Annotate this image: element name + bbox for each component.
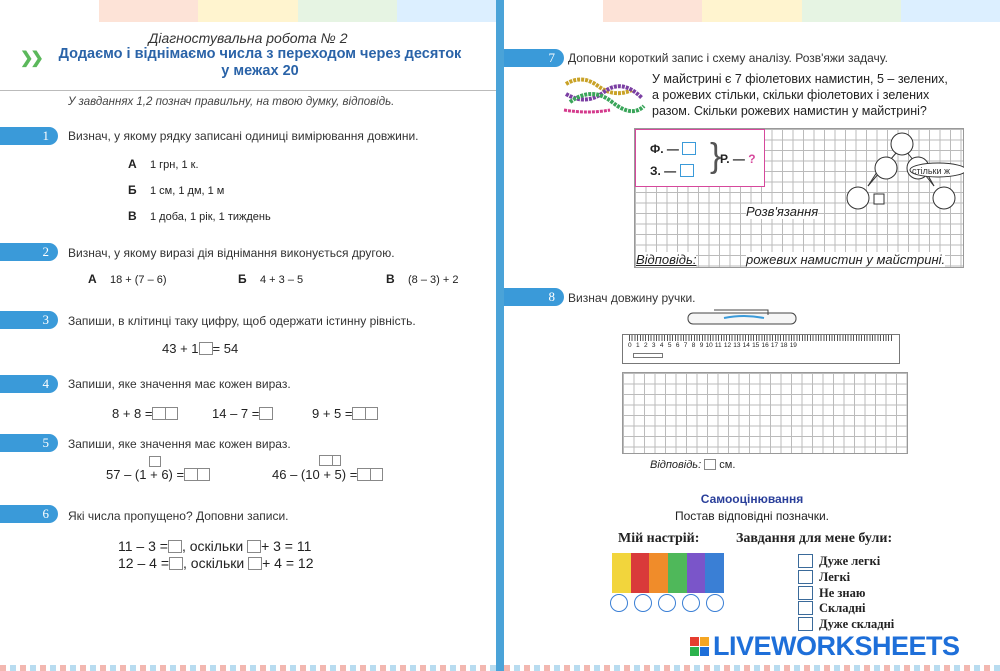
task-8-badge: 8 <box>504 288 564 306</box>
task-4-answer-3[interactable] <box>352 407 378 420</box>
mood-circle-3[interactable] <box>658 594 676 612</box>
logo-icon <box>690 637 709 656</box>
task-3-text: Запиши, в клітинці таку цифру, щоб одержати істинну рівність. <box>68 314 416 328</box>
tasks-label: Завдання для мене були: <box>736 531 893 546</box>
mood-label: Мій настрій: <box>618 531 700 546</box>
top-color-bar <box>504 0 1000 22</box>
task-6-row-2: 12 – 4 = , оскільки + 4 = 12 <box>118 555 314 571</box>
task-3-equation: 43 + 1 = 54 <box>162 341 239 356</box>
task-7-problem: У майстрині є 7 фіолетових намистин, 5 – зелених, а рожевих стільки, скільки фіолетових і зелених разом. Скільки рожевих намистин у майстрині? <box>652 72 948 118</box>
top-color-bar <box>0 0 496 22</box>
checkbox[interactable] <box>798 617 813 631</box>
pen-image <box>684 306 804 330</box>
task-4-answer-1[interactable] <box>152 407 178 420</box>
right-page <box>504 0 1000 671</box>
task-2-option-b[interactable]: Б 4 + 3 – 5 <box>238 272 304 286</box>
brace-icon: } <box>710 137 722 175</box>
task-8-grid[interactable] <box>622 372 908 454</box>
task-6-answer-2[interactable] <box>247 540 261 553</box>
checkbox[interactable] <box>798 554 813 568</box>
ruler <box>622 334 900 364</box>
difficulty-option-3[interactable]: Не знаю <box>798 586 894 602</box>
task-6-answer-4[interactable] <box>248 557 262 570</box>
mood-circle-2[interactable] <box>634 594 652 612</box>
task-3-badge: 3 <box>0 311 58 329</box>
solution-label: Розв'язання <box>746 204 819 219</box>
task-6-answer-3[interactable] <box>169 557 183 570</box>
task-5-text: Запиши, яке значення має кожен вираз. <box>68 437 291 451</box>
z-answer-box[interactable] <box>680 164 694 177</box>
task-5-answer-1[interactable] <box>184 468 210 481</box>
worksheet-subtitle: Діагностувальна робота № 2 <box>148 30 348 46</box>
checkbox[interactable] <box>798 570 813 584</box>
divider <box>0 90 496 91</box>
f-answer-box[interactable] <box>682 142 696 155</box>
task-4-answer-2[interactable] <box>259 407 273 420</box>
ruler-ticks <box>629 335 893 341</box>
task-8-text: Визнач довжину ручки. <box>568 291 696 305</box>
task-7-text: Доповни короткий запис і схему аналізу. Розв'яжи задачу. <box>568 51 888 65</box>
difficulty-option-5[interactable]: Дуже складні <box>798 617 894 633</box>
task-6-text: Які числа пропущено? Доповни записи. <box>68 509 289 523</box>
task-1-option-c[interactable]: В 1 доба, 1 рік, 1 тиждень <box>128 209 271 223</box>
short-record-box: Ф. — З. — } Р. — ? <box>635 129 765 187</box>
checkbox[interactable] <box>798 586 813 600</box>
difficulty-option-1[interactable]: Дуже легкі <box>798 554 894 570</box>
task-2-option-c[interactable]: В (8 – 3) + 2 <box>386 272 459 286</box>
task-5-expr-2: 46 – (10 + 5) = <box>272 467 383 482</box>
task-7-badge: 7 <box>504 49 564 67</box>
liveworksheets-watermark: LIVEWORKSHEETS <box>690 631 960 662</box>
left-page <box>0 0 496 671</box>
ruler-slot <box>633 353 663 358</box>
answer-text: рожевих намистин у майстрині. <box>746 252 946 267</box>
task-4-text: Запиши, яке значення має кожен вираз. <box>68 377 291 391</box>
task-4-expr-2: 14 – 7 = <box>212 406 273 421</box>
task-5-expr-1: 57 – (1 + 6) = <box>106 467 210 482</box>
scheme-bubble: стільки ж <box>912 166 951 176</box>
task-1-option-b[interactable]: Б 1 см, 1 дм, 1 м <box>128 183 225 197</box>
mood-choices <box>610 594 730 612</box>
emotion-characters-image <box>612 553 724 593</box>
task-4-expr-1: 8 + 8 = <box>112 406 178 421</box>
task-8-answer-box[interactable] <box>704 459 716 470</box>
task-1-text: Визнач, у якому рядку записані одиниці вимірювання довжини. <box>68 129 419 143</box>
mood-circle-5[interactable] <box>706 594 724 612</box>
difficulty-list <box>798 554 894 633</box>
bottom-decor <box>0 665 496 671</box>
difficulty-option-2[interactable]: Легкі <box>798 570 894 586</box>
mood-circle-1[interactable] <box>610 594 628 612</box>
checkbox[interactable] <box>798 601 813 615</box>
bottom-decor <box>504 665 1000 671</box>
task-2-badge: 2 <box>0 243 58 261</box>
answer-label: Відповідь: <box>636 252 697 267</box>
task-5-badge: 5 <box>0 434 58 452</box>
task-8-answer: Відповідь: см. <box>650 459 736 471</box>
task-2-text: Визнач, у якому виразі дія віднімання виконується другою. <box>68 246 395 260</box>
instruction: У завданнях 1,2 познач правильну, на твою думку, відповідь. <box>68 96 395 108</box>
self-assessment-subtitle: Постав відповідні позначки. <box>674 509 830 523</box>
task-6-answer-1[interactable] <box>168 540 182 553</box>
difficulty-option-4[interactable]: Складні <box>798 601 894 617</box>
task-5-helper-box-2[interactable] <box>319 455 341 466</box>
task-3-answer-box[interactable] <box>199 342 213 355</box>
worksheet-title: Додаємо і віднімаємо числа з переходом через десяток у межах 20 <box>58 46 462 79</box>
chevron-icon: ❯❯ <box>20 50 41 67</box>
beads-image <box>562 72 646 116</box>
task-1-badge: 1 <box>0 127 58 145</box>
mood-circle-4[interactable] <box>682 594 700 612</box>
task-1-option-a[interactable]: А 1 грн, 1 к. <box>128 157 199 171</box>
ruler-labels: 0 1 2 3 4 5 6 7 8 9 10 11 12 13 14 15 16 17 18 19 <box>628 342 797 349</box>
task-2-option-a[interactable]: А 18 + (7 – 6) <box>88 272 167 286</box>
task-6-badge: 6 <box>0 505 58 523</box>
task-4-badge: 4 <box>0 375 58 393</box>
task-4-expr-3: 9 + 5 = <box>312 406 378 421</box>
task-5-answer-2[interactable] <box>357 468 383 481</box>
task-6-row-1: 11 – 3 = , оскільки + 3 = 11 <box>118 538 312 554</box>
task-5-helper-box-1[interactable] <box>149 456 161 467</box>
self-assessment-title: Самооцінювання <box>700 492 804 506</box>
book-spine <box>496 0 504 671</box>
